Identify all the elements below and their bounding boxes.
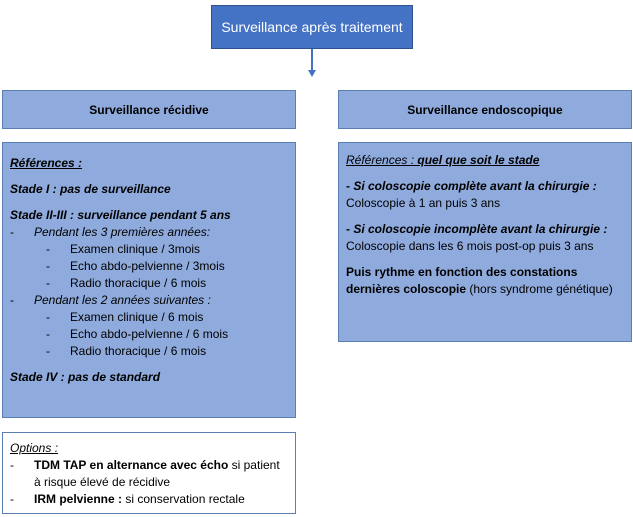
header-surveillance-recidive [2, 90, 296, 129]
arrow-down-icon [308, 70, 316, 77]
period-2-label: Pendant les 2 années suivantes : [34, 293, 211, 307]
list-item: - Radio thoracique / 6 mois [46, 276, 207, 290]
options-label: Options : [10, 441, 59, 455]
list-item: - Echo abdo-pelvienne / 6 mois [46, 327, 229, 341]
list-item: - Radio thoracique / 6 mois [46, 344, 207, 358]
recidive-panel [2, 142, 296, 418]
period-1-label: Pendant les 3 premières années: [34, 225, 211, 239]
list-item: - Echo abdo-pelvienne / 3mois [46, 259, 225, 273]
case-1-condition: - Si coloscopie complète avant la chirurgie : [346, 179, 597, 193]
references-label: Références : [346, 153, 415, 167]
rhythm-text: Puis rythme en fonction des constations dernières coloscopie (hors syndrome génétique) [346, 265, 613, 296]
connector-line [311, 49, 313, 71]
header-surveillance-endoscopique [338, 90, 632, 129]
title-text: Surveillance après traitement [221, 19, 403, 35]
stage-2-3-text: Stade II-III : surveillance pendant 5 ans [10, 208, 231, 222]
stage-1-text: Stade I : pas de surveillance [10, 182, 171, 196]
endoscopique-panel [338, 142, 632, 342]
period-1-item: - Pendant les 3 premières années: [10, 225, 211, 239]
options-box [2, 432, 296, 514]
references-label: Références : [10, 156, 83, 170]
header-right-label: Surveillance endoscopique [407, 102, 563, 117]
case-2-text: Coloscopie dans les 6 mois post-op puis 3 ans [346, 239, 594, 253]
title-box [211, 5, 413, 49]
references-rest: quel que soit le stade [414, 153, 540, 167]
period-2-item: - Pendant les 2 années suivantes : [10, 293, 211, 307]
list-item: - Examen clinique / 6 mois [46, 310, 204, 324]
case-2-condition: - Si coloscopie incomplète avant la chirurgie : [346, 222, 608, 236]
stage-4-text: Stade IV : pas de standard [10, 370, 161, 384]
header-left-label: Surveillance récidive [89, 102, 209, 117]
option-item: - TDM TAP en alternance avec écho si patient à risque élevé de récidive [10, 458, 280, 489]
list-item: - Examen clinique / 3mois [46, 242, 201, 256]
case-1-text: Coloscopie à 1 an puis 3 ans [346, 196, 501, 210]
option-item: - IRM pelvienne : si conservation rectale [10, 492, 245, 506]
references-line [346, 152, 624, 169]
